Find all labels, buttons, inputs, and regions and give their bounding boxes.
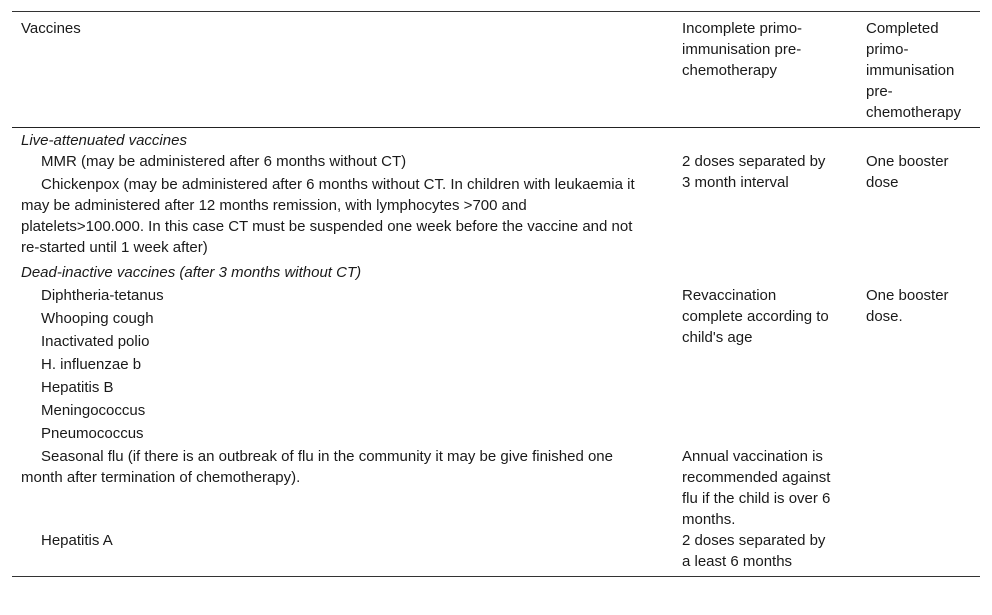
header-completed: Completed primo-immunisation pre-chemotherapy xyxy=(866,20,962,121)
vaccine-item: Meningococcus xyxy=(41,402,146,419)
completed-live: One booster dose xyxy=(866,153,949,191)
vaccine-list-dead xyxy=(12,285,652,446)
section-title-row xyxy=(12,260,980,283)
incomplete-dead: Revaccination complete according to child's age xyxy=(682,287,829,346)
section-body-live xyxy=(12,151,980,260)
section-title-live: Live-attenuated vaccines xyxy=(21,132,187,149)
header-vaccines: Vaccines xyxy=(21,20,81,37)
table-header-row xyxy=(12,12,980,127)
incomplete-flu: Annual vaccination is recommended against flu if the child is over 6 months. xyxy=(682,448,831,528)
vaccine-flu: Seasonal flu (if there is an outbreak of flu in the community it may be give finished one month after termination of chemotherapy). xyxy=(21,448,613,486)
vaccine-item: Inactivated polio xyxy=(41,333,150,350)
vaccine-item: Chickenpox (may be administered after 6 months without CT. In children with leukaemia it may be administered after 12 months remission, with lymphocytes >700 and platelets>100.000. In this case CT must be suspended one week before the vaccine and not re-started until 1 week after) xyxy=(21,176,635,256)
vaccine-item: Whooping cough xyxy=(41,310,154,327)
completed-dead: One booster dose. xyxy=(866,287,949,325)
vaccine-item: Pneumococcus xyxy=(41,425,144,442)
incomplete-hepatitis-a: 2 doses separated by a least 6 months xyxy=(682,532,826,570)
section-title-dead: Dead-inactive vaccines (after 3 months without CT) xyxy=(21,264,362,281)
incomplete-live: 2 doses separated by 3 month interval xyxy=(682,153,826,191)
table-bottom-rule xyxy=(12,576,980,577)
header-incomplete: Incomplete primo-immunisation pre-chemotherapy xyxy=(682,20,803,79)
table-row-flu xyxy=(12,446,980,530)
section-body-dead xyxy=(12,283,980,446)
section-title-row xyxy=(12,128,980,151)
table-row-hepatitis-a xyxy=(12,530,980,576)
vaccine-item: Diphtheria-tetanus xyxy=(41,287,164,304)
vaccine-item: MMR (may be administered after 6 months without CT) xyxy=(41,153,407,170)
vaccine-hepatitis-a: Hepatitis A xyxy=(41,532,113,549)
vaccine-list-live xyxy=(12,151,652,260)
vaccine-item: H. influenzae b xyxy=(41,356,142,373)
vaccination-table xyxy=(12,11,980,577)
vaccine-item: Hepatitis B xyxy=(41,379,114,396)
